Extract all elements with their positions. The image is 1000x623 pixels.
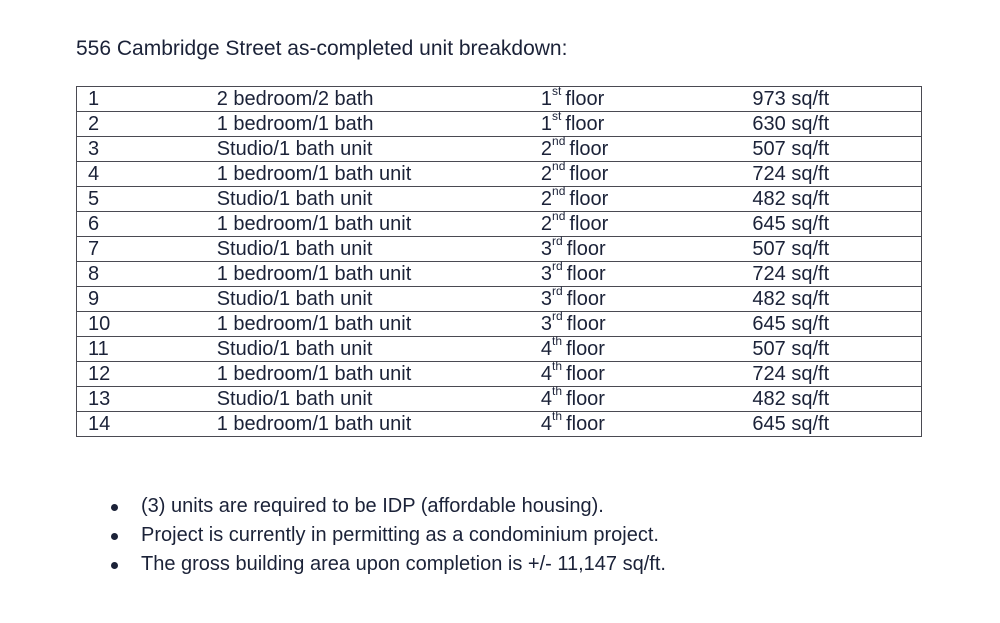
floor-ordinal-suffix: nd xyxy=(552,184,566,199)
note-item xyxy=(106,521,666,550)
unit-area: 482 sq/ft xyxy=(752,388,830,410)
table-row-cell xyxy=(77,334,922,362)
note-text: (3) units are required to be IDP (affordable housing). xyxy=(141,495,604,517)
unit-type: Studio/1 bath unit xyxy=(216,288,373,310)
unit-number: 11 xyxy=(88,338,109,360)
table-row-cell xyxy=(77,109,922,137)
table-row-cell xyxy=(77,184,922,212)
unit-floor xyxy=(532,334,744,361)
note-text: The gross building area upon completion is +/- 11,147 sq/ft. xyxy=(141,553,666,575)
note-text: Project is currently in permitting as a condominium project. xyxy=(141,524,659,546)
unit-floor xyxy=(532,134,744,161)
floor-label: floor xyxy=(566,388,605,410)
floor-label: floor xyxy=(566,288,606,310)
table-row-cell xyxy=(77,384,922,412)
floor-ordinal-suffix: nd xyxy=(552,209,566,224)
table-row-cell xyxy=(77,159,922,187)
bullet-icon xyxy=(111,562,118,569)
unit-floor xyxy=(532,409,744,436)
floor-ordinal-suffix: th xyxy=(552,334,563,349)
unit-area: 645 sq/ft xyxy=(752,413,830,435)
table-row xyxy=(77,262,922,287)
table-row xyxy=(77,287,922,312)
unit-floor xyxy=(532,234,744,261)
bullet-icon xyxy=(111,504,118,511)
bullet-icon xyxy=(111,533,118,540)
floor-number: 2 xyxy=(540,213,553,235)
unit-type: 2 bedroom/2 bath xyxy=(216,88,374,110)
unit-number: 7 xyxy=(88,238,100,260)
unit-floor xyxy=(532,159,744,186)
table-row xyxy=(77,312,922,337)
table-row xyxy=(77,237,922,262)
table-row xyxy=(77,212,922,237)
floor-ordinal-suffix: rd xyxy=(552,309,563,324)
unit-area: 724 sq/ft xyxy=(752,363,830,385)
floor-number: 1 xyxy=(540,88,553,110)
table-row xyxy=(77,362,922,387)
table-row-cell xyxy=(77,209,922,237)
floor-number: 3 xyxy=(540,238,553,260)
floor-number: 2 xyxy=(540,163,553,185)
unit-floor xyxy=(532,209,744,236)
unit-number: 5 xyxy=(88,188,100,210)
floor-number: 4 xyxy=(540,363,553,385)
unit-area: 973 sq/ft xyxy=(752,88,830,110)
unit-number: 2 xyxy=(88,113,100,135)
floor-number: 3 xyxy=(540,313,553,335)
unit-type: 1 bedroom/1 bath unit xyxy=(216,213,412,235)
floor-label: floor xyxy=(566,238,606,260)
unit-area: 507 sq/ft xyxy=(752,138,830,160)
unit-floor xyxy=(532,84,744,111)
unit-type: 1 bedroom/1 bath unit xyxy=(216,163,412,185)
unit-floor xyxy=(532,109,744,136)
floor-number: 4 xyxy=(540,413,553,435)
table-row-cell xyxy=(77,409,922,437)
table-row-cell xyxy=(77,259,922,287)
table-row xyxy=(77,137,922,162)
floor-label: floor xyxy=(569,163,609,185)
unit-number: 13 xyxy=(88,388,111,410)
table-row-cell xyxy=(77,134,922,162)
floor-label: floor xyxy=(566,313,606,335)
floor-label: floor xyxy=(566,338,605,360)
floor-ordinal-suffix: nd xyxy=(552,134,566,149)
unit-number: 1 xyxy=(88,88,100,110)
unit-type: 1 bedroom/1 bath unit xyxy=(216,313,412,335)
unit-floor xyxy=(532,359,744,386)
floor-label: floor xyxy=(565,88,605,110)
table-row xyxy=(77,337,922,362)
floor-number: 3 xyxy=(540,288,553,310)
unit-area: 507 sq/ft xyxy=(752,238,830,260)
table-row xyxy=(77,87,922,112)
unit-number: 6 xyxy=(88,213,100,235)
floor-number: 2 xyxy=(540,138,553,160)
floor-label: floor xyxy=(566,363,605,385)
floor-ordinal-suffix: th xyxy=(552,359,563,374)
floor-label: floor xyxy=(565,113,605,135)
floor-number: 4 xyxy=(540,338,553,360)
unit-area: 482 sq/ft xyxy=(752,288,830,310)
floor-label: floor xyxy=(566,413,605,435)
floor-label: floor xyxy=(569,213,609,235)
unit-type: 1 bedroom/1 bath unit xyxy=(216,263,412,285)
unit-number: 10 xyxy=(88,313,111,335)
page-title: 556 Cambridge Street as-completed unit breakdown: xyxy=(76,37,568,60)
table-row xyxy=(77,162,922,187)
floor-number: 2 xyxy=(540,188,553,210)
note-item xyxy=(106,550,666,579)
unit-floor xyxy=(532,259,744,286)
floor-ordinal-suffix: st xyxy=(552,84,562,99)
unit-number: 9 xyxy=(88,288,100,310)
table-row-cell xyxy=(77,234,922,262)
floor-number: 4 xyxy=(540,388,553,410)
floor-ordinal-suffix: rd xyxy=(552,234,563,249)
unit-area: 645 sq/ft xyxy=(752,313,830,335)
unit-type: Studio/1 bath unit xyxy=(216,238,373,260)
floor-label: floor xyxy=(569,188,609,210)
floor-ordinal-suffix: th xyxy=(552,409,563,424)
unit-floor xyxy=(532,184,744,211)
floor-ordinal-suffix: th xyxy=(552,384,563,399)
unit-type: Studio/1 bath unit xyxy=(216,338,373,360)
table-row xyxy=(77,387,922,412)
unit-breakdown-table xyxy=(76,86,922,437)
table-row-cell xyxy=(77,284,922,312)
unit-table-body xyxy=(77,84,922,437)
unit-area: 482 sq/ft xyxy=(752,188,830,210)
unit-number: 4 xyxy=(88,163,100,185)
unit-floor xyxy=(532,284,744,311)
floor-ordinal-suffix: nd xyxy=(552,159,566,174)
floor-ordinal-suffix: st xyxy=(552,109,562,124)
note-item xyxy=(106,492,666,521)
unit-floor xyxy=(532,309,744,336)
unit-type: Studio/1 bath unit xyxy=(216,188,373,210)
unit-type: 1 bedroom/1 bath unit xyxy=(216,413,412,435)
table-row-cell xyxy=(77,309,922,337)
table-row-cell xyxy=(77,84,922,112)
unit-type: 1 bedroom/1 bath xyxy=(216,113,374,135)
table-row xyxy=(77,187,922,212)
unit-number: 12 xyxy=(88,363,111,385)
unit-type: Studio/1 bath unit xyxy=(216,388,373,410)
table-row xyxy=(77,112,922,137)
table-row xyxy=(77,412,922,437)
table-row-cell xyxy=(77,359,922,387)
floor-label: floor xyxy=(566,263,606,285)
unit-area: 507 sq/ft xyxy=(752,338,830,360)
floor-ordinal-suffix: rd xyxy=(552,259,563,274)
unit-type: Studio/1 bath unit xyxy=(216,138,373,160)
floor-ordinal-suffix: rd xyxy=(552,284,563,299)
floor-label: floor xyxy=(569,138,609,160)
notes-list xyxy=(106,492,666,579)
unit-floor xyxy=(532,384,744,411)
floor-number: 1 xyxy=(540,113,553,135)
unit-area: 630 sq/ft xyxy=(752,113,830,135)
unit-type: 1 bedroom/1 bath unit xyxy=(216,363,412,385)
unit-number: 3 xyxy=(88,138,100,160)
unit-number: 8 xyxy=(88,263,100,285)
floor-number: 3 xyxy=(540,263,553,285)
unit-number: 14 xyxy=(88,413,111,435)
unit-area: 645 sq/ft xyxy=(752,213,830,235)
unit-area: 724 sq/ft xyxy=(752,263,830,285)
unit-area: 724 sq/ft xyxy=(752,163,830,185)
